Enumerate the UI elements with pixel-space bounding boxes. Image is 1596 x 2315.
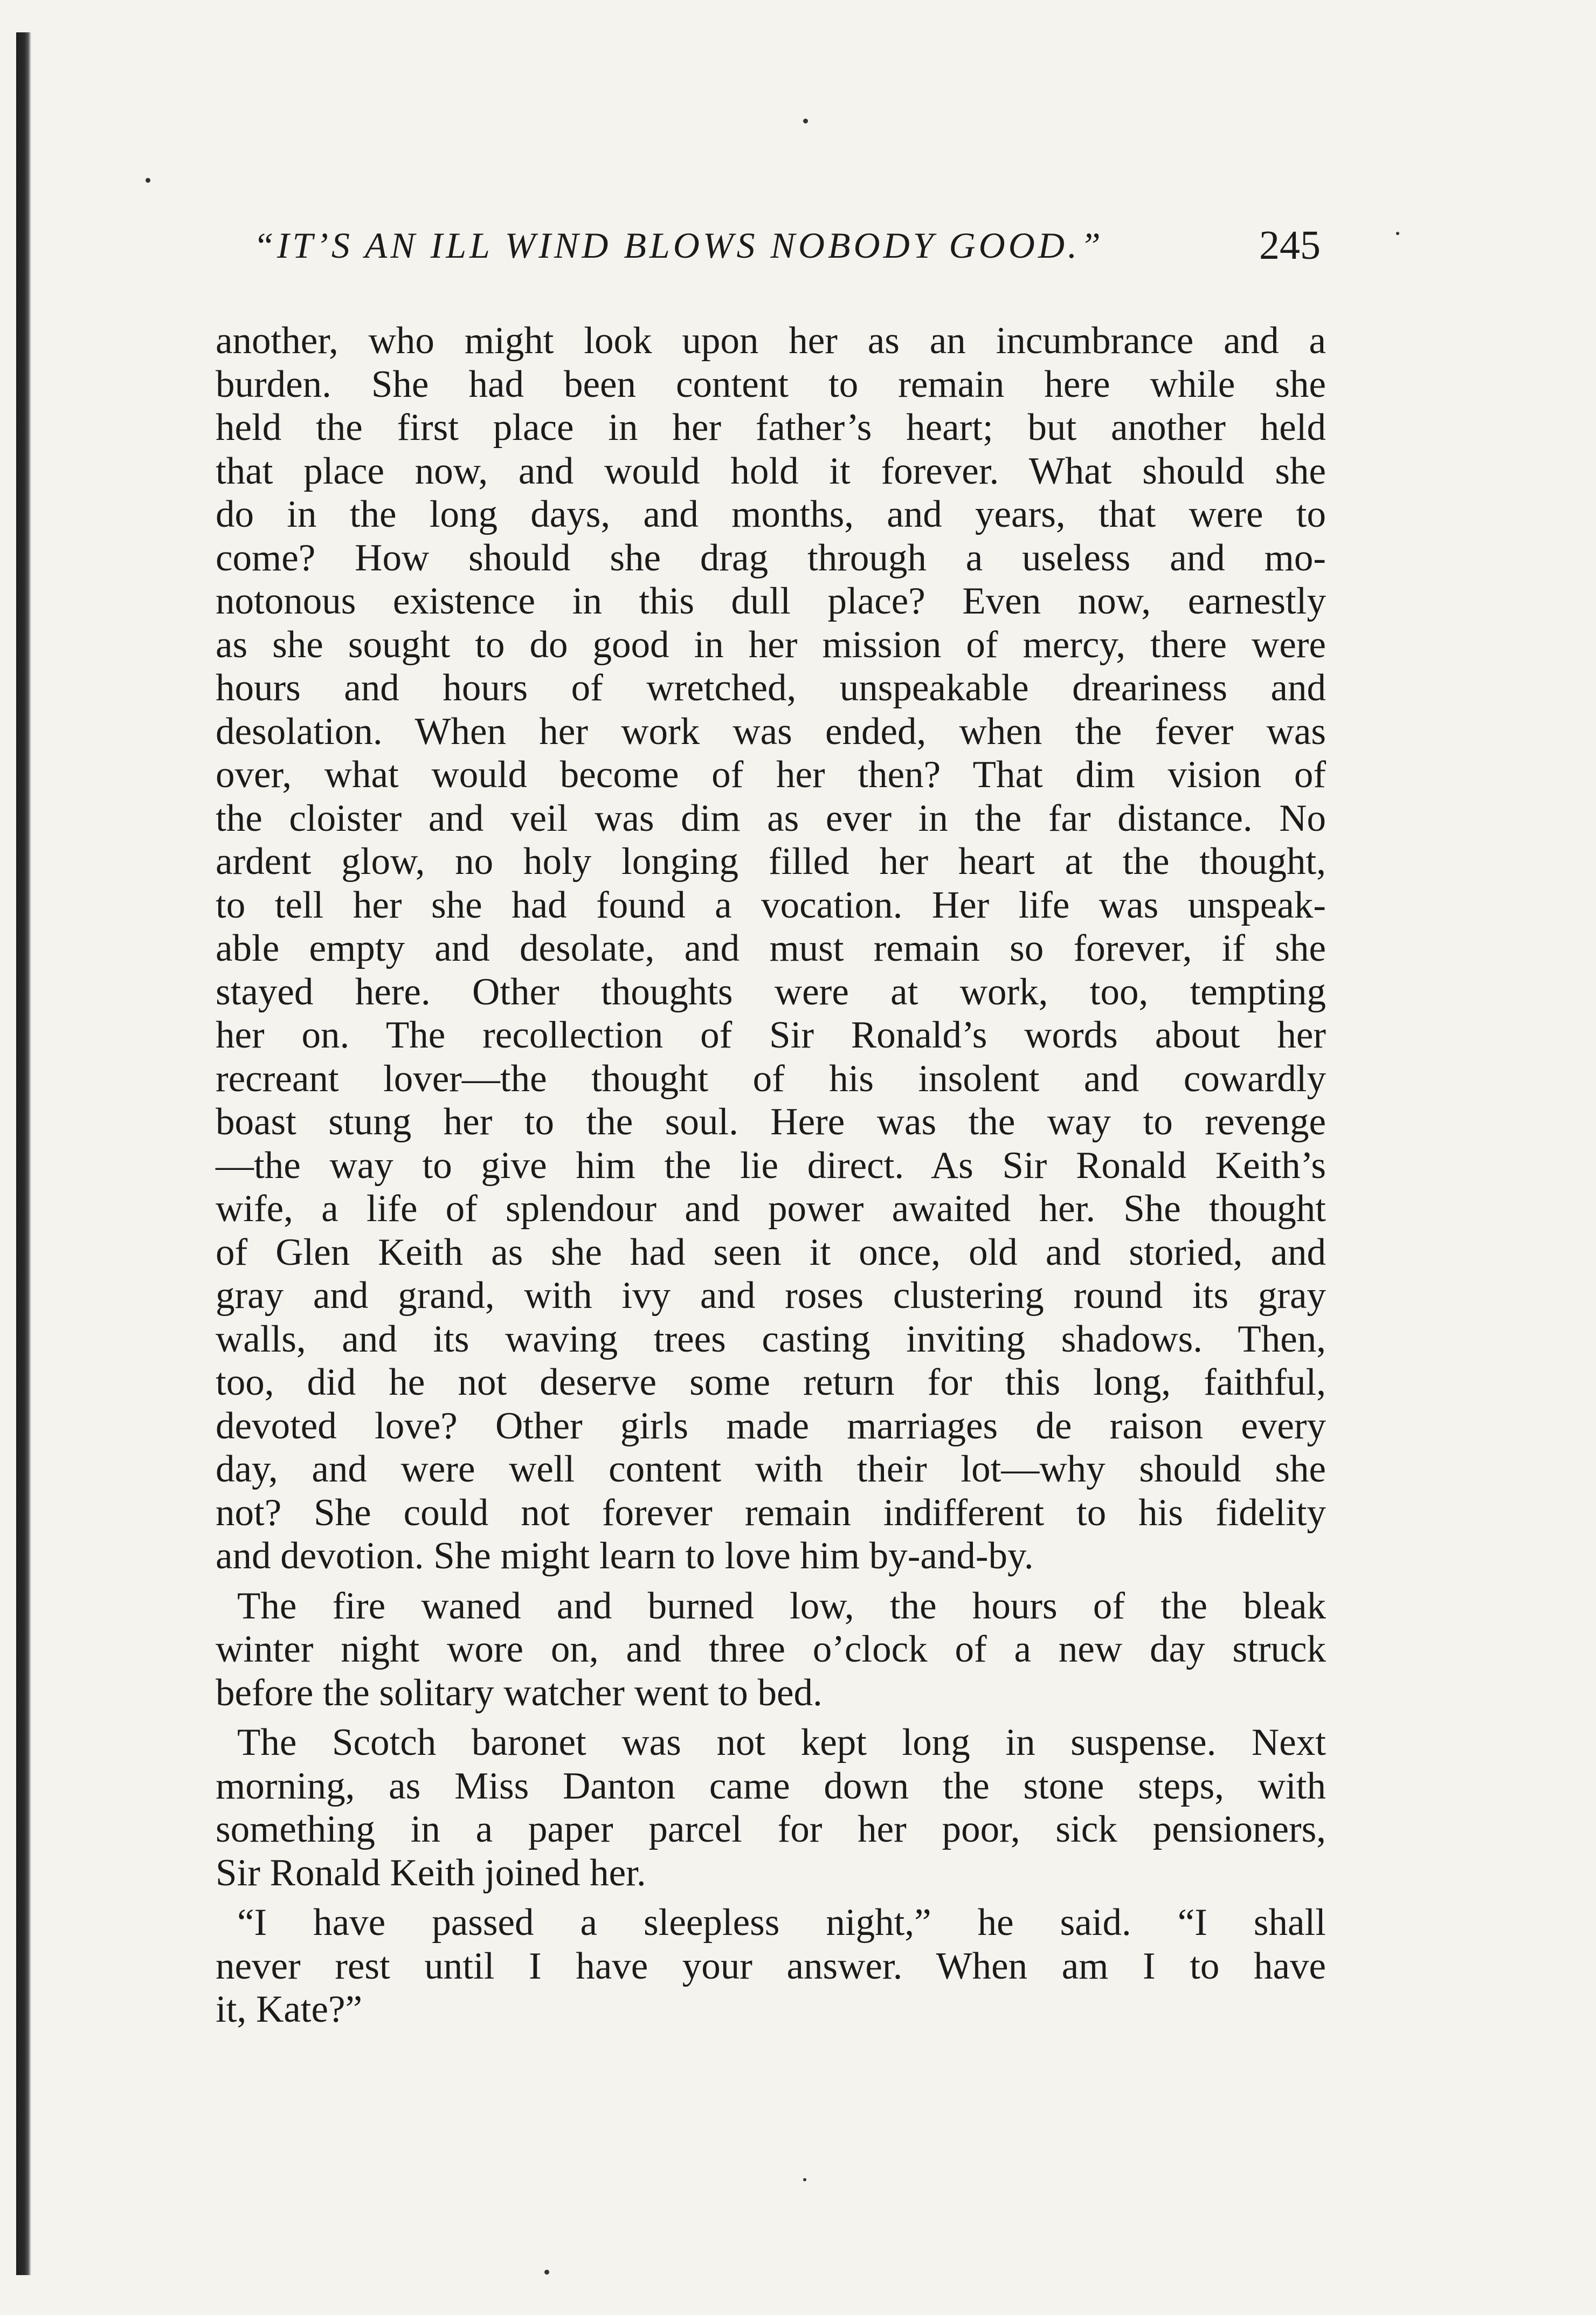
print-speck xyxy=(1396,232,1399,235)
paragraph xyxy=(216,319,1326,1578)
text-line: wife, a life of splendour and power awaited her. She thought xyxy=(216,1188,1326,1230)
text-line: and devotion. She might learn to love him by-and-by. xyxy=(216,1535,1034,1577)
text-line: devoted love? Other girls made marriages de raison every xyxy=(216,1404,1326,1447)
print-speck xyxy=(146,178,150,183)
text-line: stayed here. Other thoughts were at work, too, tempting xyxy=(216,970,1326,1013)
text-line: it, Kate?” xyxy=(216,1988,363,2030)
text-line: morning, as Miss Danton came down the stone steps, with xyxy=(216,1765,1326,1807)
paragraph xyxy=(216,1721,1326,1894)
text-line: something in a paper parcel for her poor, sick pensioners, xyxy=(216,1808,1326,1850)
text-line: notonous existence in this dull place? Even now, earnestly xyxy=(216,580,1326,622)
text-line: do in the long days, and months, and years, that were to xyxy=(216,493,1326,535)
text-line: come? How should she drag through a useless and mo- xyxy=(216,536,1326,579)
paragraph-gap xyxy=(216,1894,1326,1901)
text-line: Sir Ronald Keith joined her. xyxy=(216,1851,646,1894)
text-line: the cloister and veil was dim as ever in the far distance. No xyxy=(216,797,1326,839)
body-text xyxy=(216,319,1326,2031)
paragraph xyxy=(216,1584,1326,1715)
text-line: over, what would become of her then? That dim vision of xyxy=(216,754,1326,796)
text-line: walls, and its waving trees casting inviting shadows. Then, xyxy=(216,1318,1326,1360)
page-header xyxy=(253,216,1321,275)
text-line: before the solitary watcher went to bed. xyxy=(216,1671,823,1714)
print-speck xyxy=(803,119,808,123)
text-line: as she sought to do good in her mission of mercy, there were xyxy=(216,623,1326,666)
text-line: able empty and desolate, and must remain so forever, if she xyxy=(216,927,1326,969)
paragraph-gap xyxy=(216,1578,1326,1584)
print-speck xyxy=(544,2270,549,2275)
text-line: that place now, and would hold it forever. What should she xyxy=(216,450,1326,492)
running-title: “IT’S AN ILL WIND BLOWS NOBODY GOOD.” xyxy=(253,225,1104,266)
page-binding-edge xyxy=(16,32,31,2275)
text-line: recreant lover—the thought of his insolent and cowardly xyxy=(216,1057,1326,1100)
paragraph xyxy=(216,1901,1326,2031)
text-line: another, who might look upon her as an incumbrance and a xyxy=(216,320,1326,362)
text-line: not? She could not forever remain indifferent to his fidelity xyxy=(216,1491,1326,1534)
text-line: her on. The recollection of Sir Ronald’s words about her xyxy=(216,1014,1326,1056)
text-line: hours and hours of wretched, unspeakable dreariness and xyxy=(216,667,1326,709)
text-line: winter night wore on, and three o’clock of a new day struck xyxy=(216,1628,1326,1670)
page-number: 245 xyxy=(1259,223,1321,268)
text-line: The fire waned and burned low, the hours of the bleak xyxy=(237,1584,1326,1627)
text-line: to tell her she had found a vocation. Her life was unspeak- xyxy=(216,884,1326,926)
text-line: burden. She had been content to remain here while she xyxy=(216,363,1326,405)
text-line: never rest until I have your answer. When am I to have xyxy=(216,1945,1326,1987)
text-line: ardent glow, no holy longing filled her heart at the thought, xyxy=(216,840,1326,883)
text-line: of Glen Keith as she had seen it once, old and storied, and xyxy=(216,1231,1326,1273)
text-line: The Scotch baronet was not kept long in suspense. Next xyxy=(237,1721,1326,1763)
print-speck xyxy=(803,2178,806,2181)
text-line: —the way to give him the lie direct. As Sir Ronald Keith’s xyxy=(216,1144,1326,1187)
text-line: day, and were well content with their lot—why should she xyxy=(216,1448,1326,1490)
paragraph-gap xyxy=(216,1714,1326,1721)
text-line: gray and grand, with ivy and roses clustering round its gray xyxy=(216,1274,1326,1317)
text-line: held the first place in her father’s heart; but another held xyxy=(216,406,1326,449)
text-line: desolation. When her work was ended, when the fever was xyxy=(216,710,1326,753)
text-line: too, did he not deserve some return for this long, faithful, xyxy=(216,1361,1326,1403)
text-line: “I have passed a sleepless night,” he said. “I shall xyxy=(237,1901,1326,1944)
text-line: boast stung her to the soul. Here was the way to revenge xyxy=(216,1101,1326,1143)
